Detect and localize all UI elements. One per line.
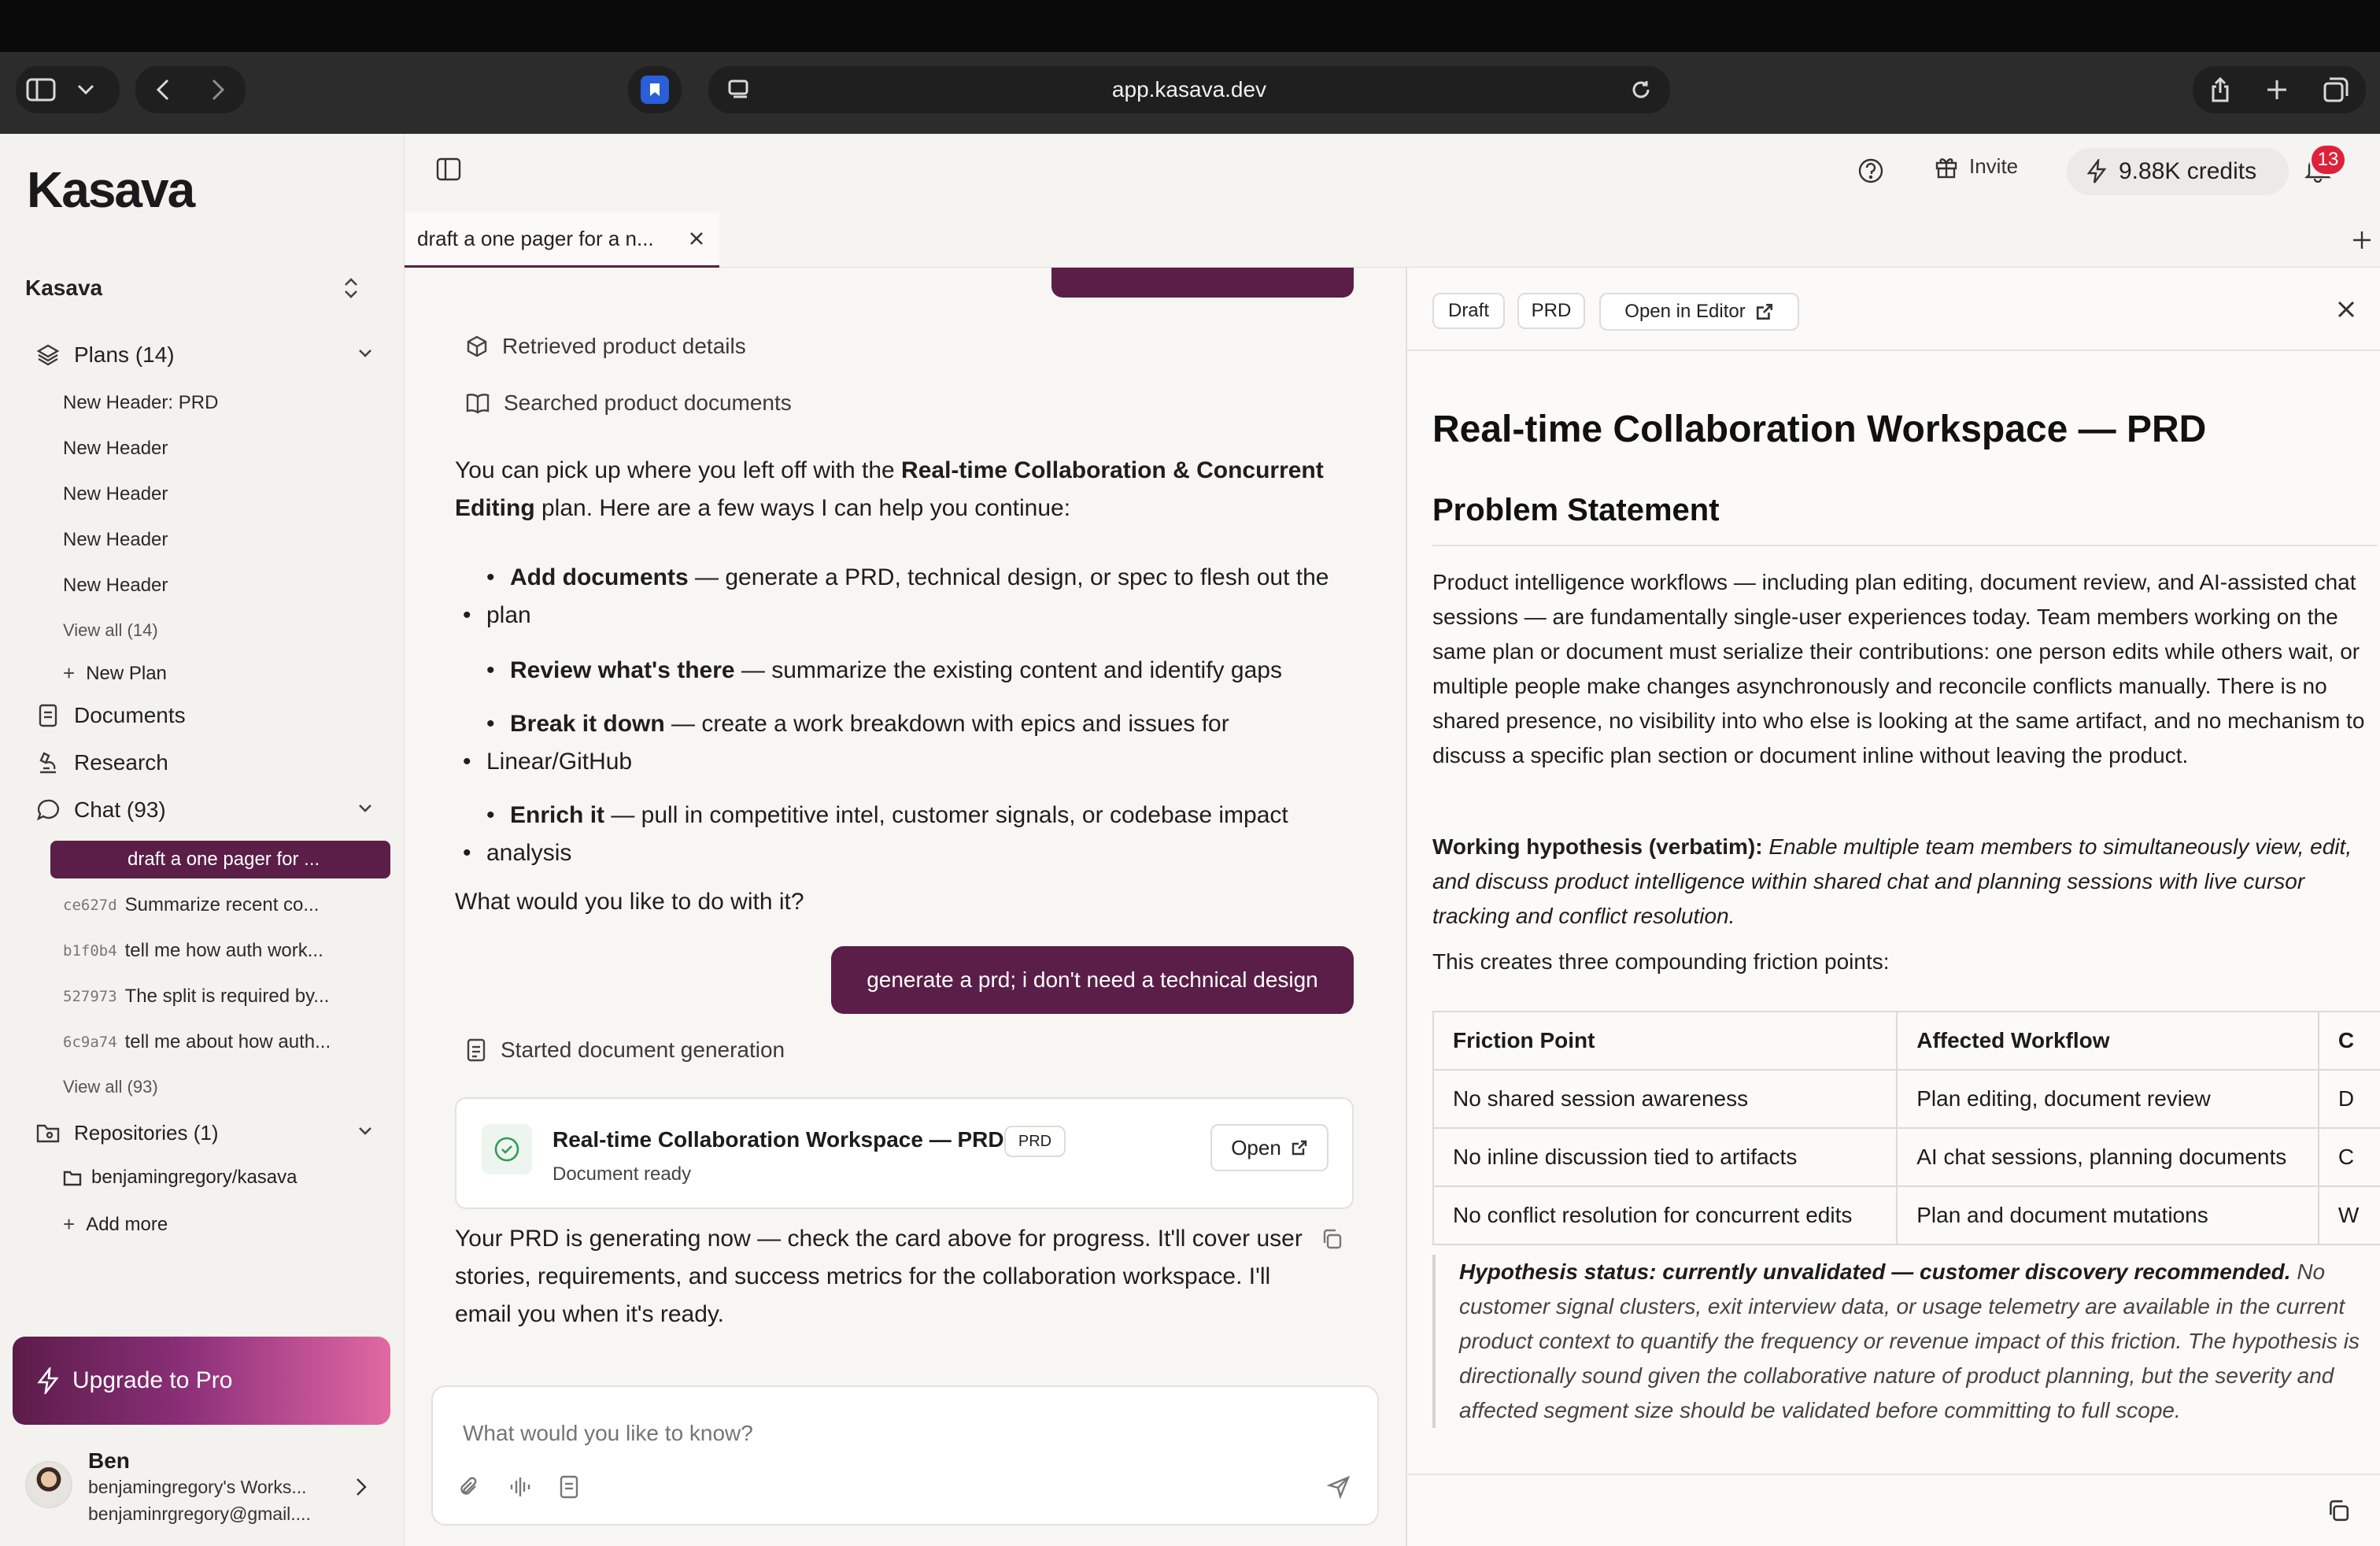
table-header: Friction Point	[1433, 1012, 1897, 1070]
sidebar-icon[interactable]	[16, 66, 66, 113]
system-menu-bar	[0, 0, 2380, 52]
share-icon[interactable]	[2210, 77, 2230, 102]
chat-label: Chat (93)	[74, 797, 166, 822]
card-open-label: Open	[1231, 1135, 1281, 1160]
followup-line: Your PRD is generating now — check the card above for progress. It'll cover user	[455, 1226, 1303, 1252]
nav-buttons	[135, 66, 246, 113]
close-tab-icon[interactable]	[688, 228, 705, 253]
table-cell: Plan editing, document review	[1897, 1070, 2319, 1128]
tab-active[interactable]	[405, 213, 719, 268]
sidebar	[0, 134, 405, 1546]
chevron-right-icon[interactable]	[354, 1477, 368, 1501]
table-header-row	[1433, 1012, 2380, 1070]
browser-actions	[2193, 66, 2366, 113]
chat-item-title: draft a one pager for ...	[128, 849, 320, 870]
new-tab-icon[interactable]	[2266, 79, 2288, 101]
bullet-title: Enrich it	[510, 802, 605, 828]
intro-post: plan. Here are a few ways I can help you continue:	[534, 495, 1071, 521]
invite-button[interactable]	[1935, 154, 2018, 179]
intro-plan-name-cont: Editing	[455, 495, 535, 521]
plus-icon: +	[63, 661, 76, 685]
plans-chevron-icon[interactable]	[357, 348, 376, 367]
document-footer	[1407, 1474, 2380, 1546]
repositories-chevron-icon[interactable]	[357, 1126, 376, 1145]
tab-bar	[405, 213, 2380, 268]
table-cell: AI chat sessions, planning documents	[1897, 1128, 2319, 1186]
plus-icon: +	[63, 1212, 76, 1236]
new-tab-plus-icon[interactable]	[2352, 230, 2372, 254]
status-searched-label: Searched product documents	[504, 390, 792, 415]
hypothesis-text: Enable multiple team members to simultaneously view, edit, and discuss product intelligence within shared chat and planning sessions with live cursor tracking and conflict resolution.	[1432, 834, 2352, 928]
plan-item[interactable]: New Header	[63, 529, 168, 550]
chat-input[interactable]	[463, 1415, 1329, 1452]
credits-label: 9.88K credits	[2119, 158, 2257, 184]
previous-user-message	[1051, 268, 1354, 298]
hypothesis-paragraph	[1432, 830, 2369, 934]
status-searched	[466, 390, 792, 416]
forward-icon[interactable]	[190, 66, 246, 113]
notification-count-badge: 13	[2309, 143, 2347, 176]
sidebar-item-research[interactable]	[35, 749, 168, 776]
table-cell: No inline discussion tied to artifacts	[1433, 1128, 1897, 1186]
audio-waveform-icon[interactable]	[508, 1475, 532, 1503]
repository-icon	[35, 1119, 61, 1146]
chat-view-all-link[interactable]: View all (93)	[63, 1077, 158, 1097]
upgrade-button[interactable]	[13, 1337, 390, 1425]
chat-item-title: tell me how auth work...	[124, 940, 323, 961]
bookmark-icon	[641, 76, 669, 104]
problem-paragraph: Product intelligence workflows — including plan editing, document review, and AI-assisted chat sessions — are fundamentally single-user experiences today. Team members working on the same plan or document must serialize their contributions: one person edits while others wait, or multiple people make changes asynchronously and reconcile conflicts manually. There is no shared presence, no visibility into who else is looking at the same artifact, and no mechanism to discuss a specific plan section or document inline without leaving the product.	[1432, 570, 2365, 767]
hypothesis-label: Working hypothesis (verbatim):	[1432, 834, 1763, 859]
table-cell: C	[2319, 1128, 2380, 1186]
document-icon	[35, 702, 61, 729]
card-status: Document ready	[552, 1163, 692, 1185]
document-icon	[466, 1038, 486, 1062]
lightning-icon	[2086, 159, 2108, 184]
url-text: app.kasava.dev	[1111, 77, 1267, 102]
bullet-continuation	[486, 834, 1368, 872]
user-email: benjaminrgregory@gmail....	[88, 1503, 311, 1524]
document-toolbar	[1407, 268, 2380, 351]
check-circle-icon	[482, 1124, 532, 1174]
chat-item-active[interactable]	[50, 841, 390, 878]
chat-item[interactable]	[63, 986, 329, 1008]
table-row	[1433, 1186, 2380, 1245]
friction-table	[1432, 1011, 2380, 1245]
research-label: Research	[74, 750, 168, 775]
new-plan-label: New Plan	[86, 662, 167, 684]
chat-item-title: Summarize recent co...	[124, 894, 320, 915]
bullet-title: Add documents	[510, 564, 689, 590]
user-message-text: generate a prd; i don't need a technical design	[867, 967, 1318, 992]
book-icon	[466, 392, 490, 414]
list-item	[510, 797, 1391, 834]
workspace-switcher[interactable]	[25, 276, 102, 301]
divider	[1432, 545, 2377, 546]
bullet-title: Break it down	[510, 711, 665, 737]
document-attach-icon[interactable]	[559, 1475, 579, 1503]
repositories-label: Repositories (1)	[74, 1120, 219, 1145]
upgrade-label: Upgrade to Pro	[72, 1367, 233, 1393]
add-repository-button[interactable]	[63, 1212, 168, 1237]
table-row	[1433, 1128, 2380, 1186]
tab-label: draft a one pager for a n...	[417, 227, 654, 250]
bullet-text: — summarize the existing content and identify gaps	[734, 657, 1282, 683]
kasava-logo[interactable]: Kasava	[27, 161, 194, 218]
table-cell: D	[2319, 1070, 2380, 1128]
list-item	[510, 559, 1391, 597]
table-cell: No conflict resolution for concurrent edits	[1433, 1186, 1897, 1245]
workspace-name: Kasava	[25, 276, 103, 300]
user-name: Ben	[88, 1448, 130, 1473]
invite-label: Invite	[1969, 154, 2019, 178]
chat-hash: 6c9a74	[63, 1034, 117, 1051]
user-message-bubble	[831, 946, 1354, 1014]
followup-line: email you when it's ready.	[455, 1301, 724, 1327]
draft-badge: Draft	[1432, 293, 1505, 329]
sidebar-item-plans[interactable]	[35, 342, 175, 368]
table-header: Affected Workflow	[1897, 1012, 2319, 1070]
intro-plan-name: Real-time Collaboration & Concurrent	[901, 457, 1324, 483]
intro-pre: You can pick up where you left off with the	[455, 457, 902, 483]
external-link-icon	[1755, 302, 1774, 321]
status-retrieved-label: Retrieved product details	[502, 334, 746, 358]
credits-button[interactable]	[2067, 148, 2289, 195]
paperclip-icon[interactable]	[458, 1475, 480, 1503]
repo-item[interactable]	[63, 1167, 297, 1189]
back-icon[interactable]	[135, 66, 190, 113]
chat-bubble-icon	[35, 797, 61, 823]
bullet-text-cont: analysis	[486, 840, 572, 866]
chat-item-title: tell me about how auth...	[124, 1031, 331, 1052]
gift-icon	[1935, 155, 1958, 179]
list-item	[510, 705, 1391, 743]
chat-hash: 527973	[63, 988, 117, 1005]
copy-icon[interactable]	[1321, 1228, 1343, 1254]
copy-icon[interactable]	[2326, 1499, 2350, 1526]
document-card[interactable]	[455, 1097, 1354, 1209]
external-link-icon	[1291, 1139, 1308, 1156]
bullet-text: — create a work breakdown with epics and issues for	[664, 711, 1229, 737]
card-prd-badge: PRD	[1004, 1126, 1066, 1157]
chat-hash: ce627d	[63, 897, 117, 914]
switcher-chevron-icon[interactable]	[342, 277, 360, 296]
help-icon[interactable]	[1857, 157, 1884, 188]
assistant-question: What would you like to do with it?	[455, 889, 804, 915]
plan-item[interactable]: New Header: PRD	[63, 392, 219, 413]
friction-intro: This creates three compounding friction points:	[1432, 949, 1890, 974]
prd-badge: PRD	[1517, 293, 1585, 329]
table-cell: W	[2319, 1186, 2380, 1245]
bullet-text-cont: plan	[486, 602, 531, 628]
status-retrieved	[466, 334, 746, 359]
sidebar-item-documents[interactable]	[35, 702, 186, 729]
cube-icon	[466, 335, 488, 358]
layers-icon	[35, 342, 61, 368]
tabs-overview-icon[interactable]	[2323, 77, 2349, 102]
sidebar-item-repositories[interactable]	[35, 1119, 219, 1146]
bullet-continuation	[486, 743, 1368, 781]
panel-toggle-icon[interactable]	[436, 157, 461, 185]
open-in-editor-label: Open in Editor	[1624, 301, 1746, 322]
section-heading: Problem Statement	[1432, 493, 1720, 527]
table-cell: No shared session awareness	[1433, 1070, 1897, 1128]
microscope-icon	[35, 749, 61, 776]
send-icon[interactable]	[1327, 1475, 1351, 1503]
close-panel-icon[interactable]	[2336, 299, 2356, 324]
user-workspace: benjamingregory's Works...	[88, 1477, 307, 1497]
chat-item-title: The split is required by...	[124, 986, 330, 1007]
repo-name: benjamingregory/kasava	[91, 1167, 298, 1188]
repo-folder-icon	[63, 1169, 82, 1186]
status-started-label: Started document generation	[501, 1037, 785, 1062]
hypothesis-status-quote	[1432, 1255, 2380, 1428]
bullet-text-cont: Linear/GitHub	[486, 749, 633, 775]
sidebar-item-chat[interactable]	[35, 797, 166, 823]
bookmark-button[interactable]	[628, 66, 682, 113]
assistant-intro	[455, 452, 1384, 527]
plans-label: Plans (14)	[74, 342, 175, 367]
plan-item[interactable]: New Header	[63, 483, 168, 505]
document-title: Real-time Collaboration Workspace — PRD	[1432, 409, 2207, 450]
bullet-text: — pull in competitive intel, customer signals, or codebase impact	[604, 802, 1288, 828]
card-open-button[interactable]	[1210, 1124, 1329, 1171]
bullet-continuation	[486, 597, 1368, 634]
table-cell: Plan and document mutations	[1897, 1186, 2319, 1245]
chat-item[interactable]	[63, 894, 319, 916]
open-in-editor-button[interactable]	[1599, 293, 1799, 331]
quote-text: No customer signal clusters, exit interview data, or usage telemetry are available in the current product context to quantify the frequency or revenue impact of this friction. The hypothesis is directionally sound given the collaborative nature of product planning, but the severity and affected segment size should be validated before committing to full scope.	[1459, 1259, 2360, 1422]
address-bar[interactable]	[708, 66, 1670, 113]
chat-hash: b1f0b4	[63, 942, 117, 960]
bullet-title: Review what's there	[510, 657, 735, 683]
bullet-text: — generate a PRD, technical design, or spec to flesh out the	[688, 564, 1329, 590]
table-header: C	[2319, 1012, 2380, 1070]
plan-item[interactable]: New Header	[63, 438, 168, 459]
followup-line: stories, requirements, and success metrics for the collaboration workspace. I'll	[455, 1263, 1271, 1289]
add-more-label: Add more	[86, 1213, 168, 1235]
browser-toolbar	[0, 52, 2380, 134]
reload-icon[interactable]	[1621, 66, 1661, 113]
chat-chevron-icon[interactable]	[357, 803, 376, 822]
chat-item[interactable]	[63, 940, 323, 962]
table-row	[1433, 1070, 2380, 1128]
sidebar-toggle-group	[16, 66, 120, 113]
chat-composer	[431, 1385, 1379, 1526]
plan-item[interactable]: New Header	[63, 575, 168, 596]
status-started	[466, 1037, 785, 1063]
card-title: Real-time Collaboration Workspace — PRD	[552, 1127, 1004, 1152]
chat-item[interactable]	[63, 1031, 331, 1053]
list-item	[510, 652, 1391, 690]
documents-label: Documents	[74, 703, 186, 727]
new-plan-button[interactable]	[63, 661, 167, 686]
assistant-followup	[455, 1220, 1391, 1333]
lightning-icon	[36, 1367, 60, 1394]
chevron-down-icon[interactable]	[66, 66, 105, 113]
chat-panel	[405, 268, 1406, 1546]
quote-bold: Hypothesis status: currently unvalidated — customer discovery recommended.	[1459, 1259, 2291, 1284]
document-panel	[1406, 268, 2380, 1546]
avatar[interactable]	[25, 1461, 72, 1508]
plans-view-all-link[interactable]: View all (14)	[63, 620, 158, 640]
